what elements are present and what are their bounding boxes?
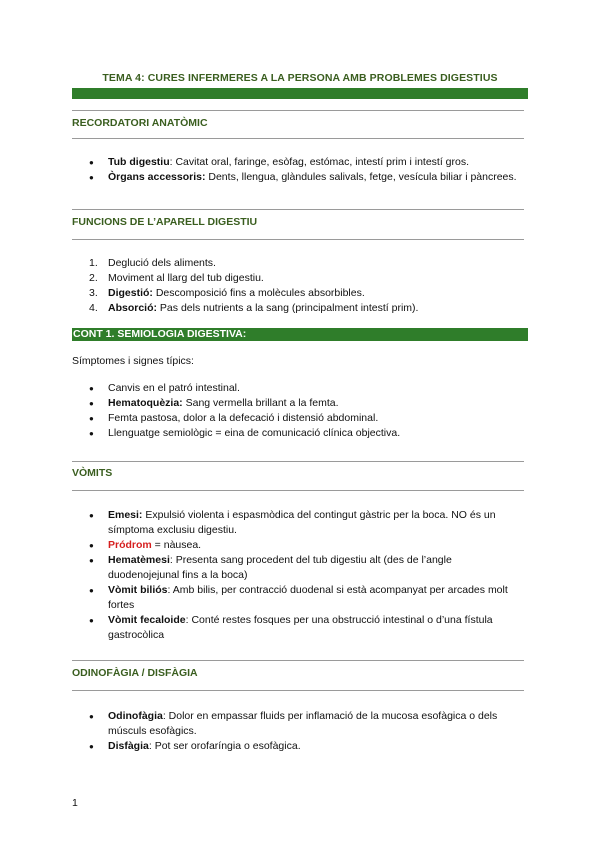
section-rule [72,209,524,210]
section-rule [72,239,524,240]
section-rule [72,461,524,462]
section-title-anatomic: RECORDATORI ANATÒMIC [72,117,208,129]
vomits-list [108,508,520,643]
section-title-odinofagia: ODINOFÀGIA / DISFÀGIA [72,667,198,679]
title-divider-bar [72,88,528,99]
funcions-list [89,256,520,316]
list-item: ● Canvis en el patró intestinal. [108,381,520,396]
section-rule [72,490,524,491]
list-item: 1. Deglució dels aliments. [89,257,216,269]
list-item: ● Odinofàgia: Dolor en empassar fluids per inflamació de la mucosa esofàgica o dels músculs esofàgics. [108,709,520,739]
section-rule [72,690,524,691]
section-rule [72,660,524,661]
list-item: ● Llenguatge semiològic = eina de comunicació clínica objectiva. [108,426,520,441]
section-title-vomits: VÒMITS [72,467,113,479]
list-item: 2. Moviment al llarg del tub digestiu. [89,272,264,284]
list-item: ● Pródrom = nàusea. [108,538,520,553]
odinofagia-list [108,709,520,754]
section-title-funcions: FUNCIONS DE L’APARELL DIGESTIU [72,216,258,228]
semiologia-intro: Símptomes i signes típics: [72,355,194,367]
section-banner-semiologia: CONT 1. SEMIOLOGIA DIGESTIVA: [72,328,528,341]
anatomic-list [108,155,520,185]
list-item: ● Femta pastosa, dolor a la defecació i distensió abdominal. [108,411,520,426]
list-item: ● Vòmit fecaloide: Conté restes fosques per una obstrucció intestinal o d’una fístula gastrocòlica [108,613,520,643]
list-item: ● Hematoquèzia: Sang vermella brillant a la femta. [108,396,520,411]
list-item: ● Disfàgia: Pot ser orofaríngia o esofàgica. [108,739,520,754]
section-rule [72,110,524,111]
section-rule [72,138,524,139]
semiologia-list [108,381,520,441]
list-item: ● Hematèmesi: Presenta sang procedent del tub digestiu alt (des de l’angle duodenojejunal fins a la boca) [108,553,520,583]
list-item: 3. Digestió: Descomposició fins a molècules absorbibles. [89,287,365,299]
page-number: 1 [72,797,78,809]
list-item: 4. Absorció: Pas dels nutrients a la sang (principalment intestí prim). [89,302,419,314]
list-item: ● Tub digestiu: Cavitat oral, faringe, esòfag, estómac, intestí prim i intestí gros. [108,155,520,170]
list-item: ● Òrgans accessoris: Dents, llengua, glàndules salivals, fetge, vesícula biliar i pàncrees. [108,170,520,185]
list-item: ● Vòmit biliós: Amb bilis, per contracció duodenal si està acompanyat per arcades molt fortes [108,583,520,613]
list-item: ● Emesi: Expulsió violenta i espasmòdica del contingut gàstric per la boca. NO és un símptoma exclusiu digestiu. [108,508,520,538]
highlighted-term: Pródrom [108,539,152,551]
document-title: TEMA 4: CURES INFERMERES A LA PERSONA AMB PROBLEMES DIGESTIUS [102,72,498,84]
